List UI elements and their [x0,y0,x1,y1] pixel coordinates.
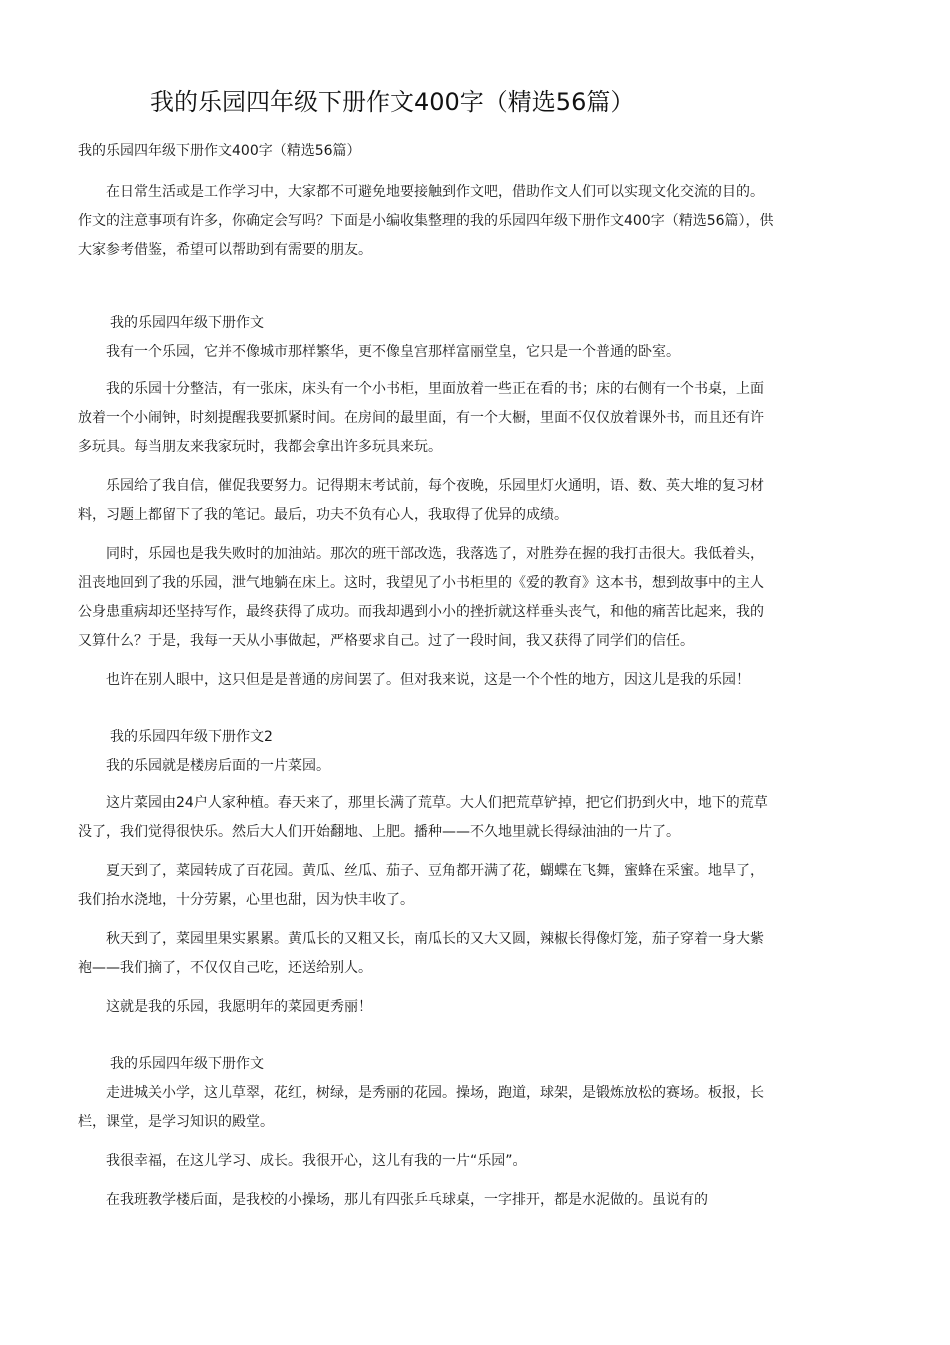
essay-paragraph: 秋天到了，菜园里果实累累。黄瓜长的又粗又长，南瓜长的又大又圆，辣椒长得像灯笼，茄子穿着一身大紫袍——我们摘了，不仅仅自己吃，还送给别人。 [78,931,764,976]
essay-paragraph: 走进城关小学，这儿草翠，花红，树绿，是秀丽的花园。操场，跑道，球架，是锻炼放松的赛场。板报，长栏，课堂，是学习知识的殿堂。 [78,1085,764,1130]
essay-paragraph: 这片菜园由24户人家种植。春天来了，那里长满了荒草。大人们把荒草铲掉，把它们扔到火中，地下的荒草没了，我们觉得很快乐。然后大人们开始翻地、上肥。播种——不久地里就长得绿油油的一片了。 [78,795,768,840]
essay-1 [78,309,774,695]
essay-paragraph: 这就是我的乐园，我愿明年的菜园更秀丽！ [106,999,372,1015]
essay-2 [78,723,774,1022]
essay-3 [78,1050,774,1215]
essay-paragraph: 夏天到了，菜园转成了百花园。黄瓜、丝瓜、茄子、豆角都开满了花，蝴蝶在飞舞，蜜蜂在采蜜。地旱了，我们抬水浇地，十分劳累，心里也甜，因为快丰收了。 [78,863,764,908]
essay-heading: 我的乐园四年级下册作文2 [110,729,273,745]
document-subtitle: 我的乐园四年级下册作文400字（精选56篇） [78,143,361,159]
essay-paragraph: 我很幸福，在这儿学习、成长。我很开心，这儿有我的一片“乐园”。 [106,1153,527,1169]
essay-heading: 我的乐园四年级下册作文 [110,315,264,331]
essay-paragraph: 同时，乐园也是我失败时的加油站。那次的班干部改选，我落选了，对胜券在握的我打击很大。我低着头，沮丧地回到了我的乐园，泄气地躺在床上。这时，我望见了小书柜里的《爱的教育》这本书，想到故事中的主人公身患重病却还坚持写作，最终获得了成功。而我却遇到小小的挫折就这样垂头丧气，和他的痛苦比起来，我的又算什么？于是，我每一天从小事做起，严格要求自己。过了一段时间，我又获得了同学们的信任。 [78,546,764,649]
essay-paragraph: 在我班教学楼后面，是我校的小操场，那儿有四张乒乓球桌，一字排开，都是水泥做的。虽说有的 [106,1192,708,1208]
document-body [78,178,774,1225]
essay-heading: 我的乐园四年级下册作文 [110,1056,264,1072]
document-title: 我的乐园四年级下册作文400字（精选56篇） [150,88,635,116]
essay-paragraph: 也许在别人眼中，这只但是是普通的房间罢了。但对我来说，这是一个个性的地方，因这儿是我的乐园！ [106,672,750,688]
essay-paragraph: 我的乐园就是楼房后面的一片菜园。 [106,758,330,774]
intro-paragraph: 在日常生活或是工作学习中，大家都不可避免地要接触到作文吧，借助作文人们可以实现文化交流的目的。作文的注意事项有许多，你确定会写吗？下面是小编收集整理的我的乐园四年级下册作文400字（精选56篇），供大家参考借鉴，希望可以帮助到有需要的朋友。 [78,184,774,258]
essay-paragraph: 我有一个乐园，它并不像城市那样繁华，更不像皇宫那样富丽堂皇，它只是一个普通的卧室。 [106,344,680,360]
essay-paragraph: 乐园给了我自信，催促我要努力。记得期末考试前，每个夜晚，乐园里灯火通明，语、数、英大堆的复习材料，习题上都留下了我的笔记。最后，功夫不负有心人，我取得了优异的成绩。 [78,478,764,523]
essay-paragraph: 我的乐园十分整洁，有一张床，床头有一个小书柜，里面放着一些正在看的书；床的右侧有一个书桌，上面放着一个小闹钟，时刻提醒我要抓紧时间。在房间的最里面，有一个大橱，里面不仅仅放着课外书，而且还有许多玩具。每当朋友来我家玩时，我都会拿出许多玩具来玩。 [78,381,764,455]
